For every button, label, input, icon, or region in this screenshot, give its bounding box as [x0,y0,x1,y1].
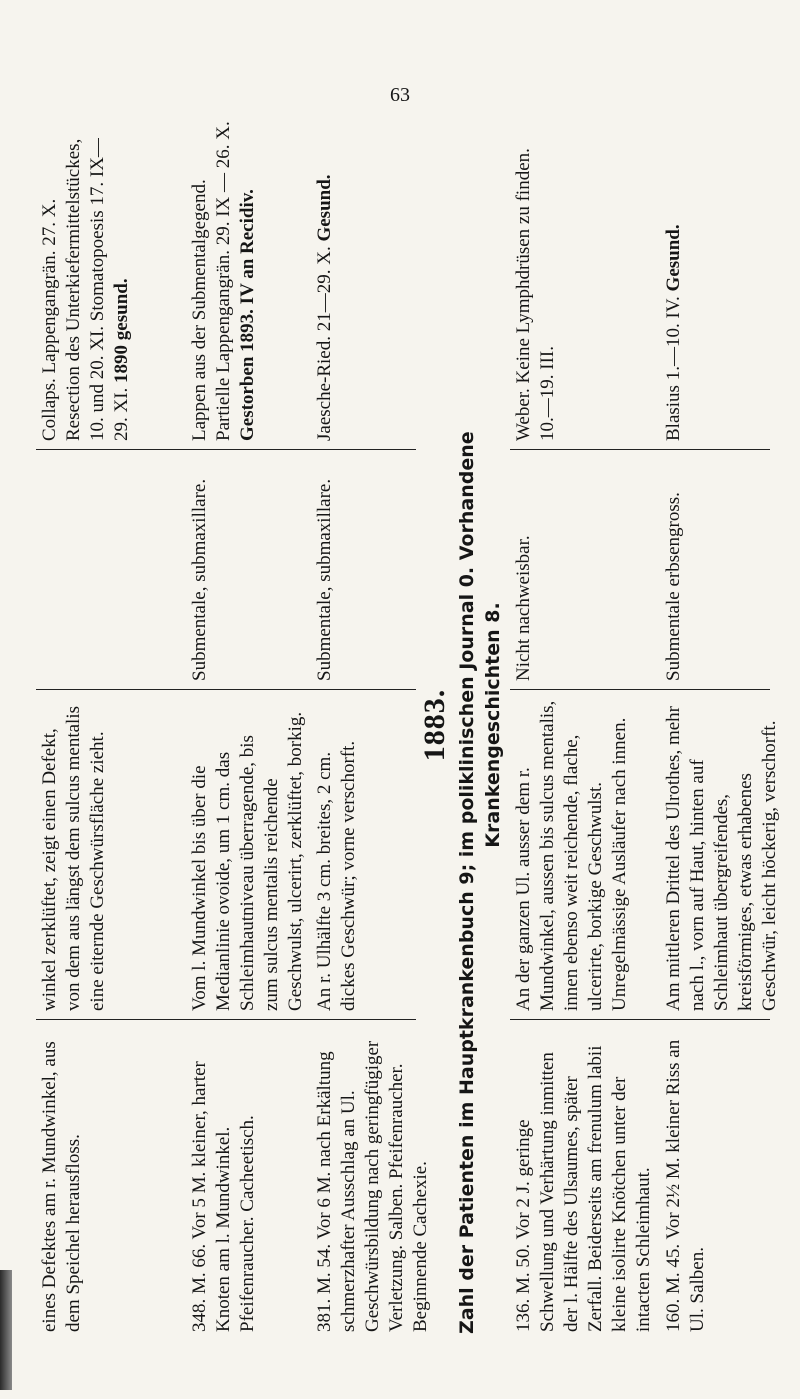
table-row [36,110,186,1340]
outcome-text: Gesund. [314,174,335,242]
treatment-text: Weber. Keine Lymphdrüsen zu finden. 10.—19. III. [513,148,558,441]
history-cell: 348. M. 66. Vor 5 M. kleiner, harter Knoten am l. Mundwinkel. Pfeifenraucher. Cacheetisch. [189,1061,258,1332]
findings-cell: winkel zerklüftet, zeigt einen Defekt, von dem aus längst dem sulcus mentalis eine eiternde Geschwürsfläche zieht. [36,690,186,1020]
findings-cell: An der ganzen Ul. ausser dem r. Mundwinkel, aussen bis sulcus mentalis, innen ebenso weit reichende, flache, ulcerirte, borkige Geschwulst. Unregelmässige Ausläufer nach innen. [510,690,660,1020]
rotated-table [36,110,780,1340]
year-heading: 1883. [418,688,451,762]
table-row [660,110,780,1340]
history-cell: 160. M. 45. Vor 2½ M. kleiner Riss an Ul. Salben. [663,1039,708,1332]
findings-cell: Am mittleren Drittel des Ulrothes, mehr nach l., vorn auf Haut, hinten auf Schleimhaut übergreifendes, kreisförmiges, etwas erhabenes Geschwür, leicht höckerig, verschorft. [660,690,770,1020]
treatment-cell [510,110,660,450]
treatment-text: Blasius 1.—10. IV. [663,296,684,441]
treatment-cell [660,110,770,450]
treatment-text: Collaps. Lappengangrän. 27. X. Resection des Unterkiefermittelstückes, 10. und 20. XI. Stomatopoesis 17. IX—29. XI. [39,138,132,441]
table-section-2 [416,110,780,1340]
glands-cell: Submentale, submaxillare. [186,450,311,690]
patient-count-heading: Zahl der Patienten im Hauptkrankenbuch 9; im poliklinischen Journal 0. Vorhandene [456,431,478,1334]
outcome-text: Gesund. [663,224,684,292]
outcome-text: Gestorben 1893. IV an Recidiv. [237,189,258,441]
history-cell: 381. M. 54. Vor 6 M. nach Erkältung schmerzhafter Ausschlag an Ul. Geschwürsbildung nach geringfügiger Verletzung. Salben. Pfeifenraucher. Beginnende Cachexie. [314,1040,431,1332]
table-row [510,110,660,1340]
treatment-cell [36,110,186,450]
glands-cell [36,450,186,690]
outcome-text: 1890 gesund. [111,278,132,383]
glands-cell: Nicht nachweisbar. [510,450,660,690]
case-histories-heading: Krankengeschichten 8. [482,602,504,848]
glands-cell: Submentale erbsengross. [660,450,770,690]
history-cell: 136. M. 50. Vor 2 J. geringe Schwellung und Verhärtung inmitten der l. Hälfte des Ulsaumes, später Zerfall. Beiderseits am frenulum labii kleine isolirte Knötchen unter der intacten Schleimhaut. [513,1045,654,1332]
findings-cell: Vom l. Mundwinkel bis über die Medianlinie ovoide, um 1 cm. das Schleimhautniveau überragende, bis zum sulcus mentalis reichende Geschwulst, ulcerirt, zerklüftet, borkig. [186,690,311,1020]
findings-cell: An r. Ulhälfte 3 cm. breites, 2 cm. dickes Geschwür; vorne verschorft. [311,690,416,1020]
page-edge-shadow [0,1270,12,1390]
treatment-text: Jaesche-Ried. 21—29. X. [314,246,335,441]
page-number: 63 [390,84,410,106]
table-row [186,110,311,1340]
table-row [311,110,431,1340]
glands-cell: Submentale, submaxillare. [311,450,416,690]
treatment-cell [186,110,311,450]
history-cell: eines Defektes am r. Mundwinkel, aus dem Speichel herausfloss. [39,1041,84,1332]
treatment-cell [311,110,416,450]
treatment-text: Lappen aus der Submentalgegend. Partielle Lappengangrän. 29. IX — 26. X. [189,121,234,441]
table-section-1 [36,110,431,1340]
